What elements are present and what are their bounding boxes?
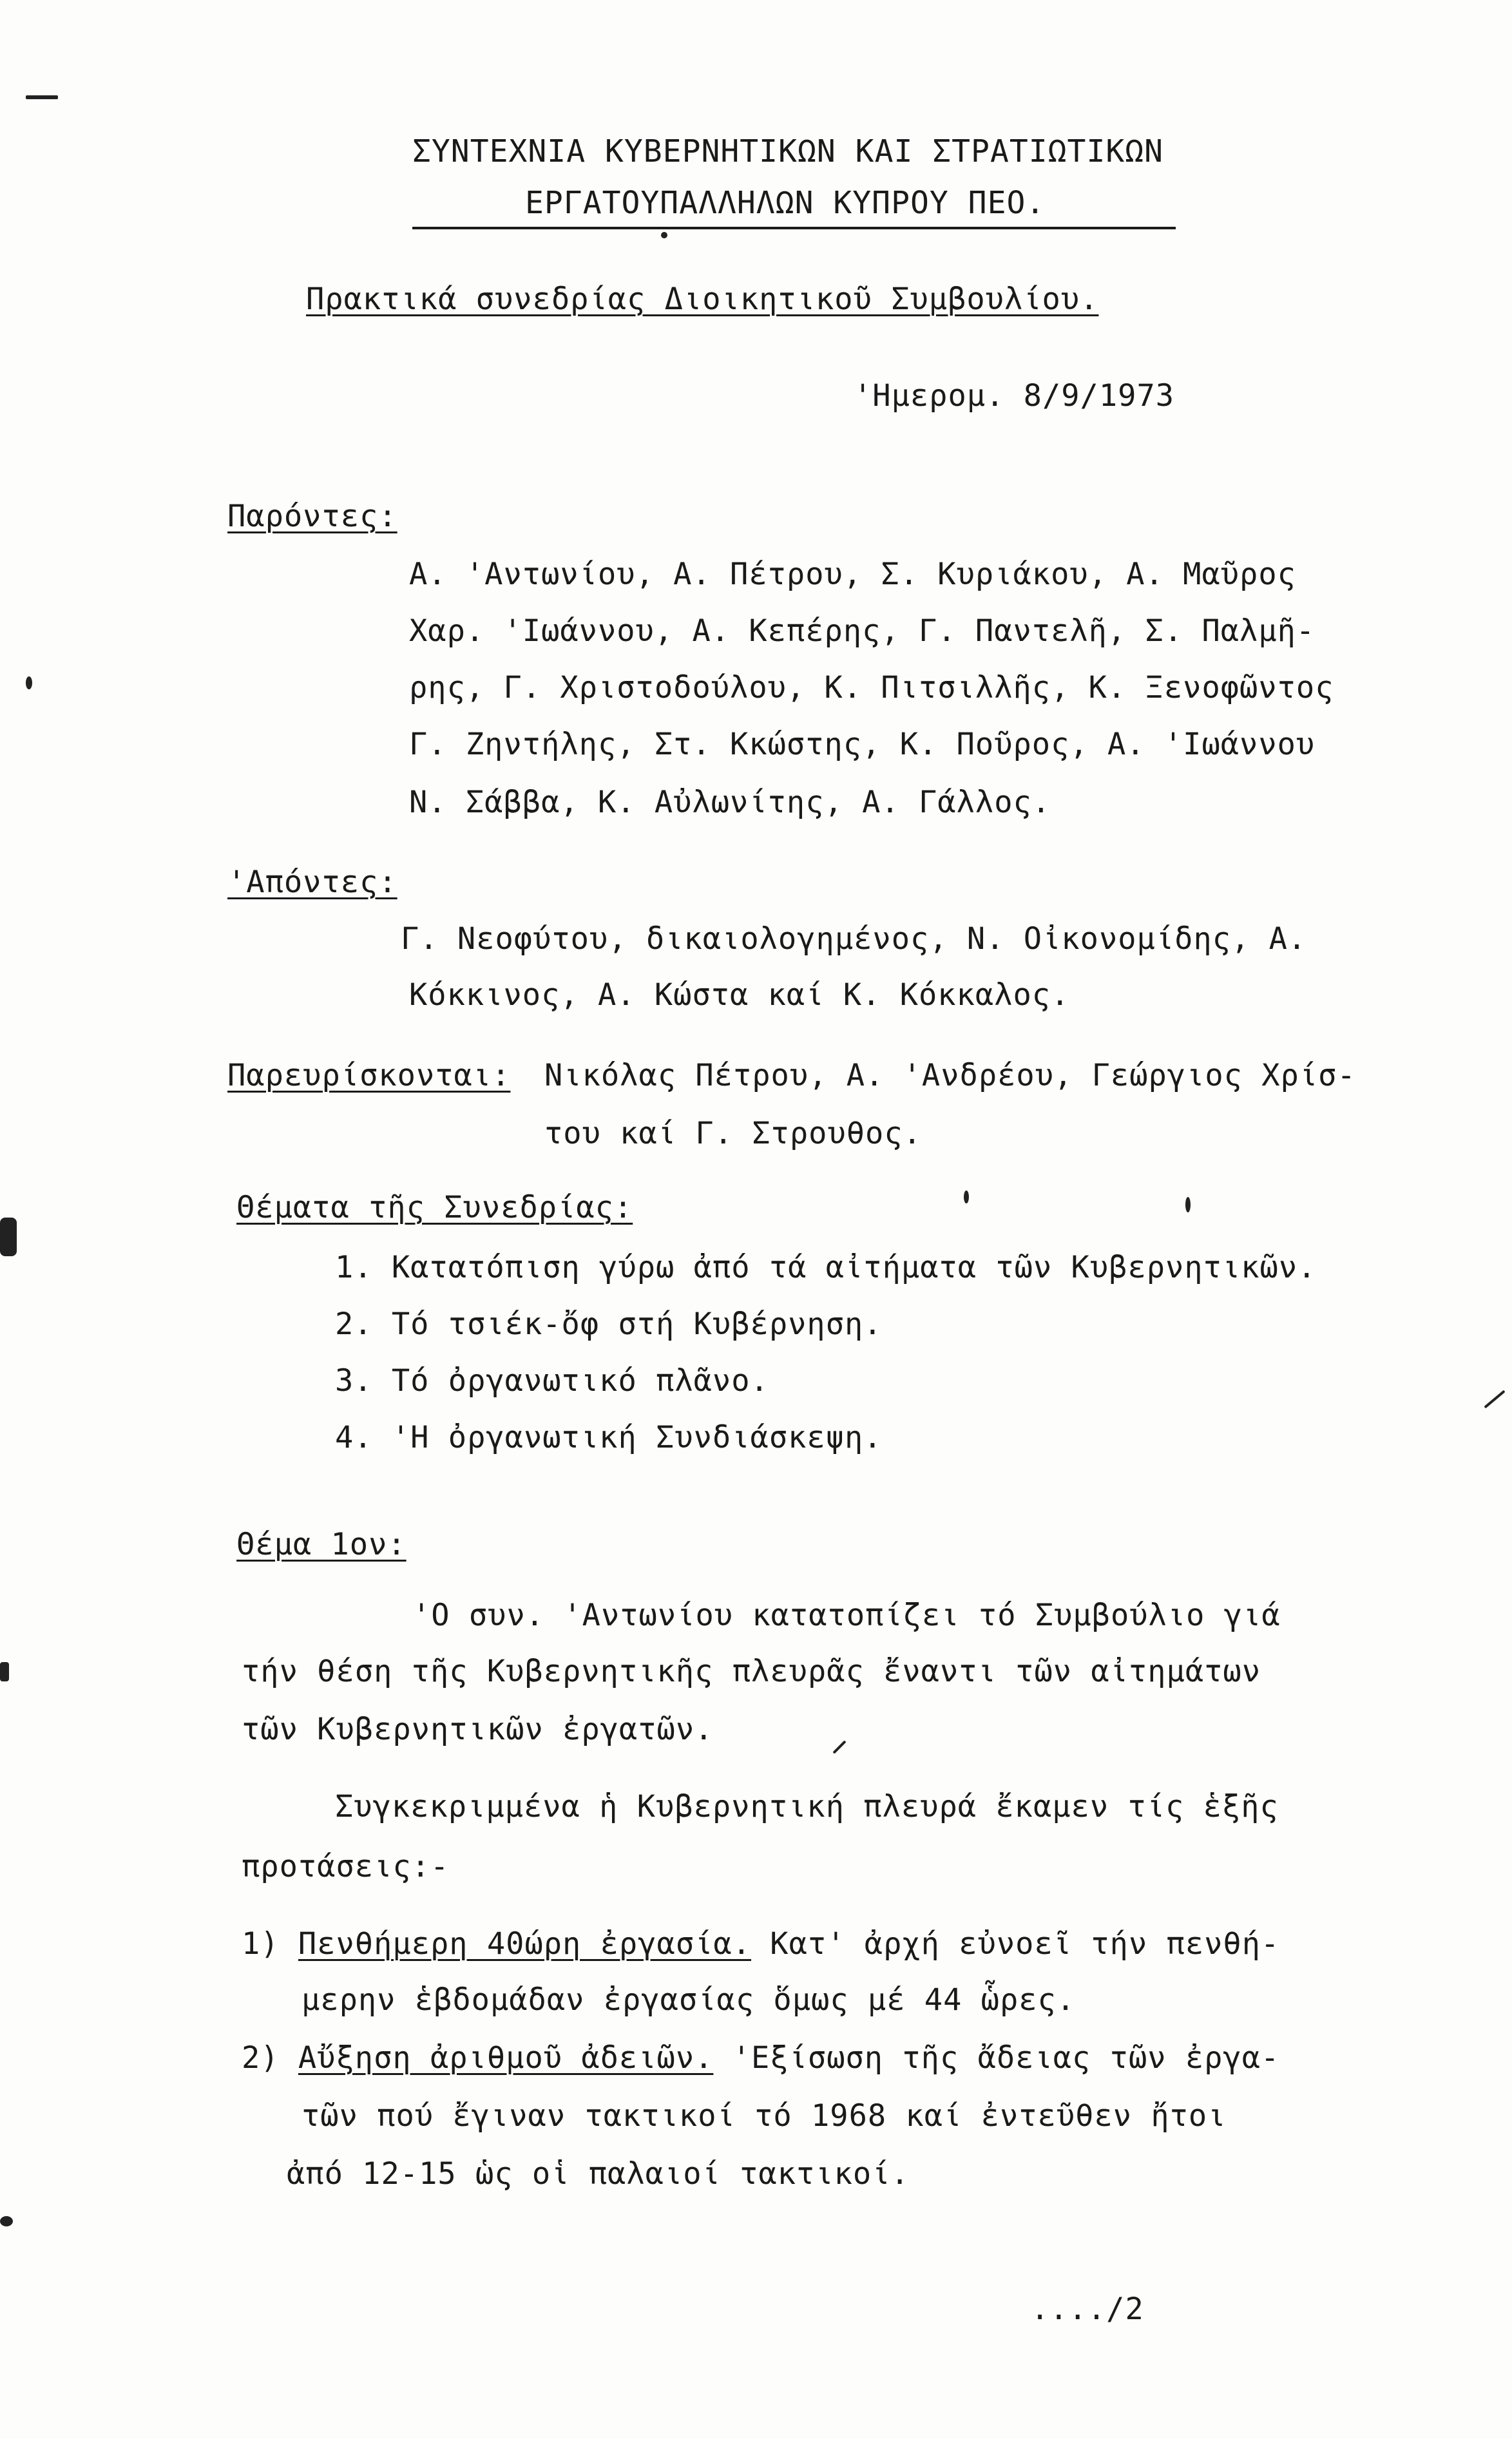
topic1-label: Θέμα 1ον:	[236, 1527, 407, 1562]
attending-label: Παρευρίσκονται:	[227, 1058, 511, 1093]
scan-mark	[964, 1191, 969, 1203]
proposal-1-number: 1)	[242, 1926, 280, 1962]
agenda-item-4: 4. 'Η ὀργανωτική Συνδιάσκεψη.	[335, 1420, 883, 1455]
absent-label: 'Απόντες:	[227, 865, 397, 900]
topic1-para1-line3: τῶν Κυβερνητικῶν ἐργατῶν.	[242, 1712, 714, 1747]
header-union-name: ΣΥΝΤΕΧΝΙΑ ΚΥΒΕΡΝΗΤΙΚΩΝ ΚΑΙ ΣΤΡΑΤΙΩΤΙΚΩΝ	[412, 133, 1164, 169]
scan-mark	[0, 2216, 13, 2226]
page-continuation: ..../2	[1031, 2291, 1144, 2327]
proposal-1-continuation: μερην ἑβδομάδαν ἐργασίας ὅμως μέ 44 ὧρες.	[301, 1982, 1076, 2018]
agenda-item-3: 3. Τό ὀργανωτικό πλᾶνο.	[335, 1363, 769, 1399]
agenda-label: Θέματα τῆς Συνεδρίας:	[236, 1190, 633, 1225]
scan-mark	[26, 95, 58, 99]
proposal-2-title: Αὔξηση ἀριθμοῦ ἀδειῶν.	[298, 2040, 714, 2076]
present-line-4: Γ. Ζηντήλης, Στ. Κκώστης, Κ. Ποῦρος, Α. 'Ιωάννου	[409, 727, 1316, 762]
present-line-3: ρης, Γ. Χριστοδούλου, Κ. Πιτσιλλῆς, Κ. Ξενοφῶντος	[409, 670, 1334, 705]
meeting-date: 'Ημερομ. 8/9/1973	[854, 378, 1175, 414]
present-line-2: Χαρ. 'Ιωάννου, Α. Κεπέρης, Γ. Παντελῆ, Σ. Παλμῆ-	[409, 613, 1316, 649]
absent-line-1: Γ. Νεοφύτου, δικαιολογημένος, Ν. Οἰκονομίδης, Α.	[401, 921, 1307, 957]
proposal-2-text: 'Εξίσωση τῆς ἄδειας τῶν ἐργα-	[713, 2040, 1280, 2076]
topic1-para1-line1: 'Ο συν. 'Αντωνίου κατατοπίζει τό Συμβούλιο γιά	[412, 1598, 1281, 1633]
agenda-item-2: 2. Τό τσιέκ-ὄφ στή Κυβέρνηση.	[335, 1306, 883, 1342]
proposal-2	[242, 2039, 1279, 2078]
present-label: Παρόντες:	[227, 499, 397, 534]
proposal-2-number: 2)	[242, 2040, 280, 2076]
proposal-1	[242, 1925, 1279, 1964]
scan-mark	[0, 1662, 9, 1681]
topic1-para2-line2: προτάσεις:-	[242, 1849, 450, 1884]
present-line-5: Ν. Σάββα, Κ. Αὐλωνίτης, Α. Γάλλος.	[409, 785, 1051, 820]
proposal-2-continuation: τῶν πού ἔγιναν τακτικοί τό 1968 καί ἐντεῦθεν ἤτοι	[301, 2098, 1227, 2134]
scan-mark	[0, 1218, 17, 1256]
topic1-para1-line2: τήν θέση τῆς Κυβερνητικῆς πλευρᾶς ἔναντι τῶν αἰτημάτων	[242, 1654, 1261, 1689]
agenda-item-1: 1. Κατατόπιση γύρω ἀπό τά αἰτήματα τῶν Κυβερνητικῶν.	[335, 1250, 1317, 1285]
present-line-1: Α. 'Αντωνίου, Α. Πέτρου, Σ. Κυριάκου, Α. Μαῦρος	[409, 557, 1296, 592]
scan-mark	[1484, 1390, 1505, 1409]
header-union-name-2: ΕΡΓΑΤΟΥΠΑΛΛΗΛΩΝ ΚΥΠΡΟΥ ΠΕΟ.	[525, 185, 1046, 221]
scan-mark	[832, 1740, 846, 1754]
proposal-1-title: Πενθήμερη 40ώρη ἐργασία.	[298, 1926, 752, 1962]
header-rule	[412, 227, 1176, 229]
proposal-1-text: Κατ' ἀρχή εὐνοεῖ τήν πενθή-	[751, 1926, 1280, 1962]
proposal-2-continuation-2: ἀπό 12-15 ὡς οἱ παλαιοί τακτικοί.	[287, 2156, 910, 2192]
attending-line-2: του καί Γ. Στρουθος.	[544, 1116, 922, 1151]
attending-line-1: Νικόλας Πέτρου, Α. 'Ανδρέου, Γεώργιος Χρίσ-	[544, 1058, 1356, 1093]
scan-mark	[1185, 1197, 1191, 1212]
scan-mark	[26, 676, 32, 689]
topic1-para2-line1: Συγκεκριμμένα ἡ Κυβερνητική πλευρά ἔκαμεν τίς ἑξῆς	[335, 1789, 1279, 1824]
absent-line-2: Κόκκινος, Α. Κώστα καί Κ. Κόκκαλος.	[409, 977, 1070, 1013]
document-title: Πρακτικά συνεδρίας Διοικητικοῦ Συμβουλίου.	[306, 282, 1099, 317]
scan-mark	[661, 232, 667, 238]
